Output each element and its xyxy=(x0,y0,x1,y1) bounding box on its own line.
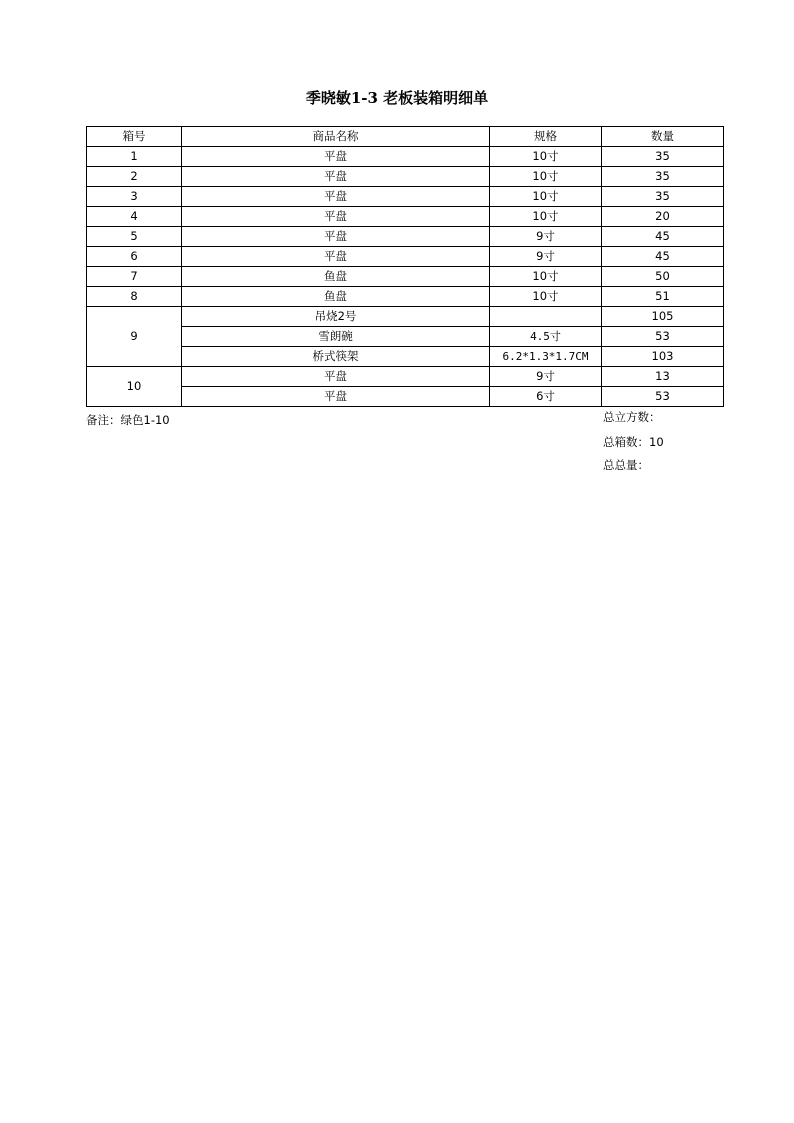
product-name-cell: 鱼盘 xyxy=(182,267,490,287)
product-name-cell: 平盘 xyxy=(182,207,490,227)
product-name-cell: 平盘 xyxy=(182,367,490,387)
table-row xyxy=(87,247,724,267)
table-row xyxy=(87,327,724,347)
total-quantity-label: 总总量： xyxy=(603,458,649,472)
quantity-cell: 35 xyxy=(602,167,724,187)
header-spec: 规格 xyxy=(490,127,602,147)
spec-cell: 9寸 xyxy=(490,227,602,247)
quantity-cell: 53 xyxy=(602,387,724,407)
table-header-row xyxy=(87,127,724,147)
spec-cell: 10寸 xyxy=(490,167,602,187)
header-quantity: 数量 xyxy=(602,127,724,147)
spec-cell: 9寸 xyxy=(490,247,602,267)
spec-cell: 4.5寸 xyxy=(490,327,602,347)
product-name-cell: 平盘 xyxy=(182,227,490,247)
table-row xyxy=(87,227,724,247)
box-no-cell: 10 xyxy=(87,367,182,407)
quantity-cell: 51 xyxy=(602,287,724,307)
spec-cell: 10寸 xyxy=(490,287,602,307)
quantity-cell: 50 xyxy=(602,267,724,287)
table-row xyxy=(87,187,724,207)
total-volume-label: 总立方数： xyxy=(603,410,661,424)
box-no-cell: 3 xyxy=(87,187,182,207)
table-row xyxy=(87,167,724,187)
quantity-cell: 35 xyxy=(602,147,724,167)
quantity-cell: 13 xyxy=(602,367,724,387)
spec-cell: 10寸 xyxy=(490,147,602,167)
remark-note: 备注：绿色1-10 xyxy=(86,413,170,427)
table-row xyxy=(87,347,724,367)
page-title: 季晓敏1-3 老板装箱明细单 xyxy=(305,89,489,107)
table-row xyxy=(87,307,724,327)
product-name-cell: 平盘 xyxy=(182,147,490,167)
table-row xyxy=(87,367,724,387)
table-row xyxy=(87,287,724,307)
quantity-cell: 45 xyxy=(602,227,724,247)
box-no-cell: 9 xyxy=(87,307,182,367)
product-name-cell: 雪朗碗 xyxy=(182,327,490,347)
product-name-cell: 平盘 xyxy=(182,387,490,407)
product-name-cell: 平盘 xyxy=(182,187,490,207)
table-row xyxy=(87,387,724,407)
quantity-cell: 35 xyxy=(602,187,724,207)
spec-cell: 10寸 xyxy=(490,187,602,207)
spec-cell: 10寸 xyxy=(490,207,602,227)
box-no-cell: 4 xyxy=(87,207,182,227)
box-no-cell: 7 xyxy=(87,267,182,287)
product-name-cell: 鱼盘 xyxy=(182,287,490,307)
spec-cell: 6.2*1.3*1.7CM xyxy=(490,347,602,367)
quantity-cell: 45 xyxy=(602,247,724,267)
box-no-cell: 8 xyxy=(87,287,182,307)
header-box-no: 箱号 xyxy=(87,127,182,147)
product-name-cell: 桥式筷架 xyxy=(182,347,490,367)
quantity-cell: 105 xyxy=(602,307,724,327)
total-boxes-label: 总箱数：10 xyxy=(603,435,664,449)
packing-list-table xyxy=(86,126,724,407)
table-row xyxy=(87,207,724,227)
quantity-cell: 53 xyxy=(602,327,724,347)
spec-cell: 9寸 xyxy=(490,367,602,387)
table-row xyxy=(87,267,724,287)
header-product-name: 商品名称 xyxy=(182,127,490,147)
quantity-cell: 103 xyxy=(602,347,724,367)
table-row xyxy=(87,147,724,167)
product-name-cell: 吊烧2号 xyxy=(182,307,490,327)
box-no-cell: 2 xyxy=(87,167,182,187)
quantity-cell: 20 xyxy=(602,207,724,227)
box-no-cell: 5 xyxy=(87,227,182,247)
product-name-cell: 平盘 xyxy=(182,167,490,187)
box-no-cell: 6 xyxy=(87,247,182,267)
product-name-cell: 平盘 xyxy=(182,247,490,267)
spec-cell xyxy=(490,307,602,327)
box-no-cell: 1 xyxy=(87,147,182,167)
spec-cell: 10寸 xyxy=(490,267,602,287)
spec-cell: 6寸 xyxy=(490,387,602,407)
